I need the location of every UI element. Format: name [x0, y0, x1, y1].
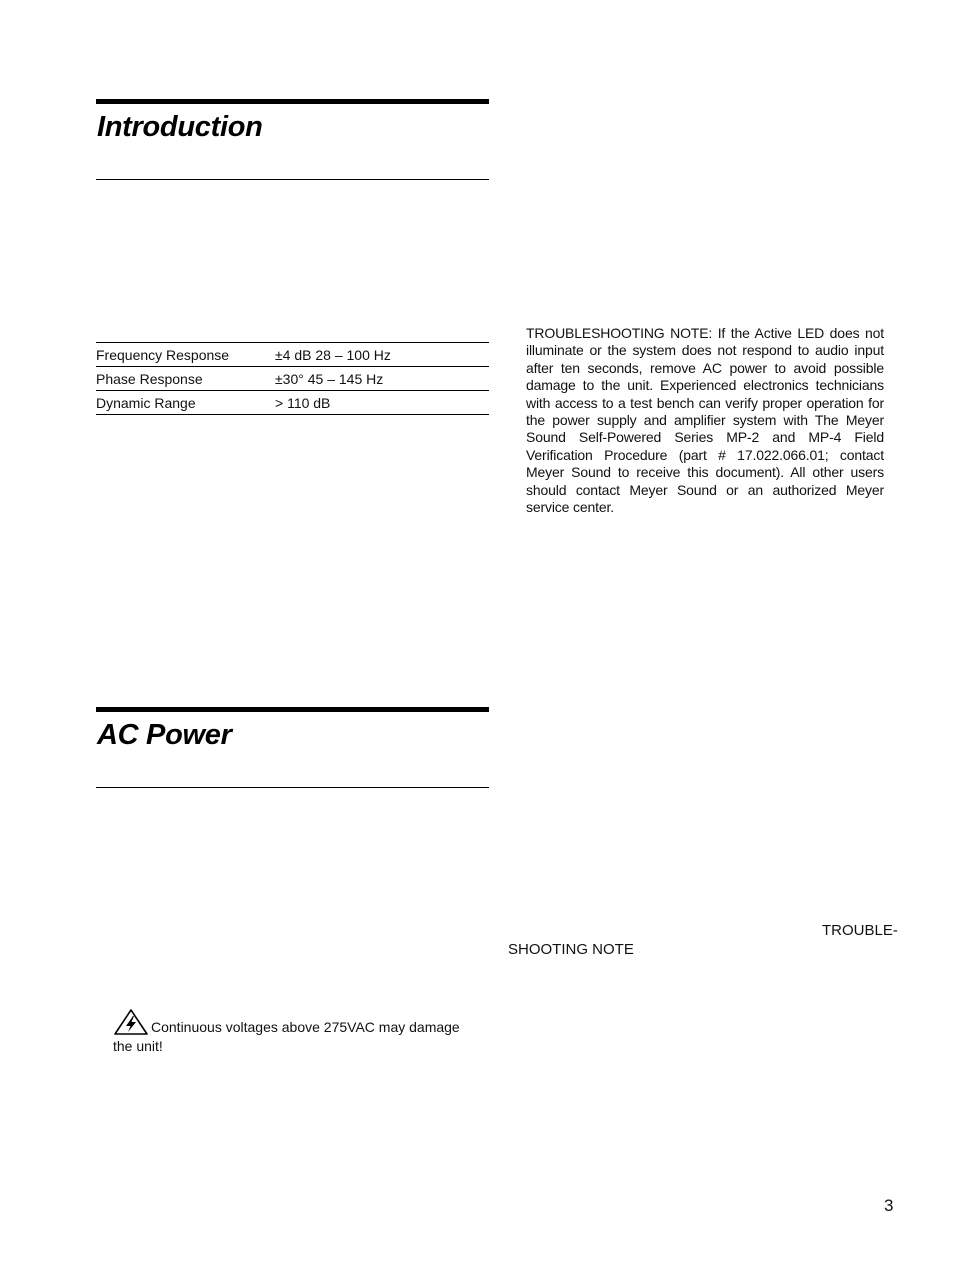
- ac-power-heading: AC Power: [97, 719, 232, 751]
- introduction-heading: Introduction: [97, 111, 263, 143]
- trouble-fragment-part2: SHOOTING NOTE: [508, 941, 634, 958]
- warning-lightning-icon: [113, 1008, 149, 1036]
- introduction-bottom-rule: [96, 179, 489, 180]
- spec-row-phase-response: [96, 367, 489, 391]
- introduction-top-rule: [96, 99, 489, 104]
- spec-label: Frequency Response: [96, 346, 230, 363]
- ac-power-bottom-rule: [96, 787, 489, 788]
- troubleshooting-note: TROUBLESHOOTING NOTE: If the Active LED does not illuminate or the system does not respond to audio input after ten seconds, remove AC power to avoid possible damage to the unit. Experienced electronics technicians with access to a test bench can verify proper operation for the power supply and amplifier system with The Meyer Sound Self-Powered Series MP-2 and MP-4 Field Verification Procedure (part # 17.022.066.01; contact Meyer Sound to receive this document). All other users should contact Meyer Sound or an authorized Meyer service center.: [526, 325, 884, 516]
- spec-value: ±4 dB 28 – 100 Hz: [275, 346, 391, 363]
- warning-text: Continuous voltages above 275VAC may damage the unit!: [113, 1019, 460, 1054]
- trouble-fragment-part1: TROUBLE-: [822, 922, 898, 939]
- spec-row-dynamic-range: [96, 391, 489, 415]
- page-number: 3: [884, 1196, 894, 1215]
- spec-label: Dynamic Range: [96, 394, 196, 411]
- voltage-warning: [113, 1008, 483, 1056]
- spec-table: [96, 342, 489, 415]
- spec-label: Phase Response: [96, 370, 203, 387]
- ac-power-top-rule: [96, 707, 489, 712]
- spec-value: ±30° 45 – 145 Hz: [275, 370, 384, 387]
- spec-row-frequency-response: [96, 343, 489, 367]
- spec-value: > 110 dB: [275, 394, 331, 411]
